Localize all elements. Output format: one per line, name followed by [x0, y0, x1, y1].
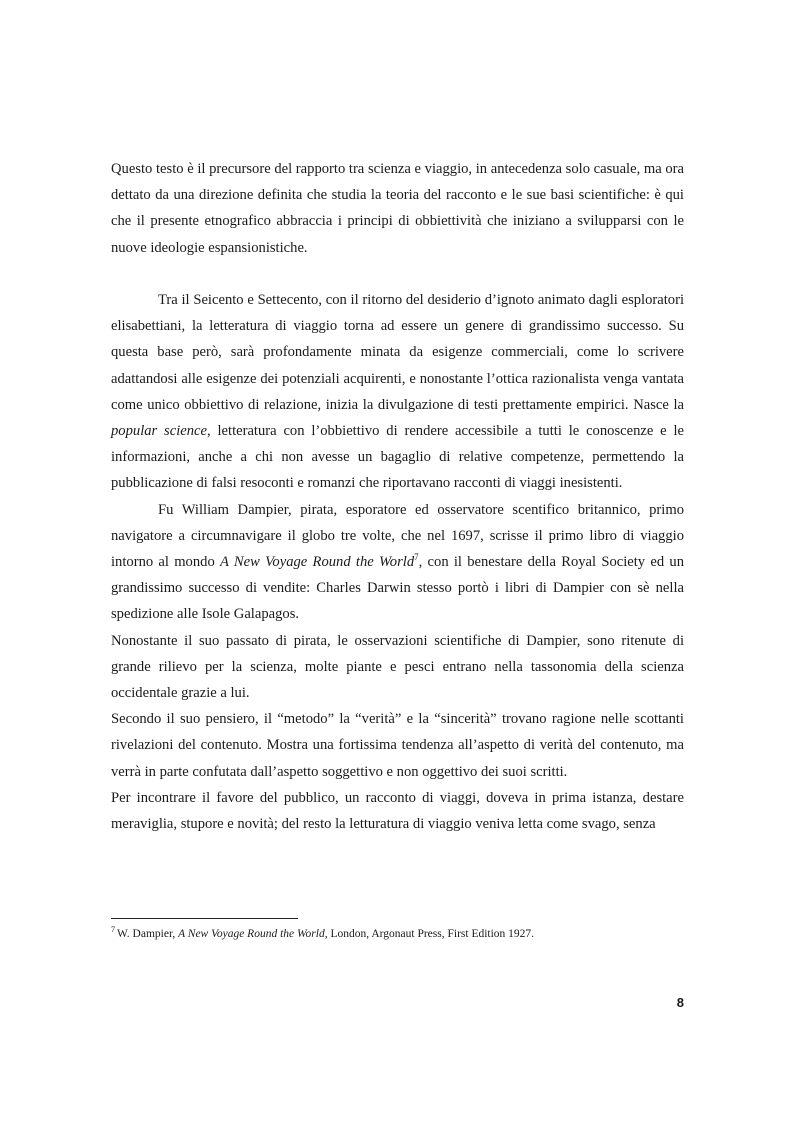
footnote-reference[interactable]: 7 — [414, 552, 419, 563]
footnote-publication: , London, Argonaut Press, First Edition 1927. — [324, 928, 535, 940]
paragraph-gap — [111, 261, 684, 287]
paragraph-2 — [111, 287, 684, 497]
book-title-comma: , — [418, 554, 423, 571]
page-number: 8 — [676, 995, 684, 1010]
paragraph-3 — [111, 497, 684, 628]
paragraph-5: Secondo il suo pensiero, il “metodo” la “verità” e la “sincerità” trovano ragione nelle scottanti rivelazioni del contenuto. Mostra una fortissima tendenza all’aspetto di verità del contenuto, ma verrà in parte confutata dall’aspetto soggettivo e non oggettivo dei suoi scritti. — [111, 711, 684, 780]
paragraph-3-text-a: Fu William Dampier, pirata, esporatore ed osservatore scentifico britannico, primo navigatore a circumnavigare il globo tre volte, che nel 1697, scrisse il primo libro di viaggio intorno al mondo — [111, 501, 684, 571]
footnote-author: W. Dampier, — [117, 928, 179, 940]
footnote-title: A New Voyage Round the World — [178, 928, 325, 940]
popular-science-term: popular science — [111, 423, 207, 440]
footnote-number: 7 — [111, 925, 115, 935]
paragraph-4: Nonostante il suo passato di pirata, le osservazioni scientifiche di Dampier, sono ritenute di grande rilievo per la scienza, molte piante e pesci entrano nella tassonomia della scienza occidentale grazie a lui. — [111, 632, 684, 702]
book-title: A New Voyage Round the World — [220, 554, 415, 571]
paragraph-2-text-b: , letteratura con l’obbiettivo di rendere accessibile a tutti le conoscenze e le informazioni, anche a chi non avesse un bagaglio di relative competenze, permettendo la pubblicazione di falsi resoconti e romanzi che riportavano racconti di viaggi inesistenti. — [111, 423, 684, 492]
paragraph-3-text-b: con il benestare della Royal Society ed un grandissimo successo di vendite: Charles Darwin stesso portò i libri di Dampier con sè nella spedizione alle Isole Galapagos. — [111, 554, 684, 623]
footnote — [111, 927, 684, 942]
paragraph-6: Per incontrare il favore del pubblico, un racconto di viaggi, doveva in prima istanza, destare meraviglia, stupore e novità; del resto la letturatura di viaggio veniva letta come svago, senza — [111, 789, 684, 833]
paragraph-1: Questo testo è il precursore del rapporto tra scienza e viaggio, in antecedenza solo casuale, ma ora dettato da una direzione definita che studia la teoria del racconto e le sue basi scientifiche: è qui che il presente etnografico abbraccia i principi di obbiettività che iniziano a svilupparsi con le nuove ideologie espansionistiche. — [111, 161, 684, 256]
footnote-separator — [111, 918, 298, 919]
paragraph-2-text-a: Tra il Seicento e Settecento, con il ritorno del desiderio d’ignoto animato dagli esploratori elisabettiani, la letteratura di viaggio torna ad essere un genere di grandissimo successo. Su questa base però, sarà profondamente minata da esigenze commerciali, come lo scrivere adattandosi alle esigenze dei potenziali acquirenti, e nonostante l’ottica razionalista venga vantata come unico obbiettivo di relazione, inizia la divulgazione di testi prettamente empirici. Nasce la — [111, 292, 684, 413]
body-text — [111, 156, 684, 837]
